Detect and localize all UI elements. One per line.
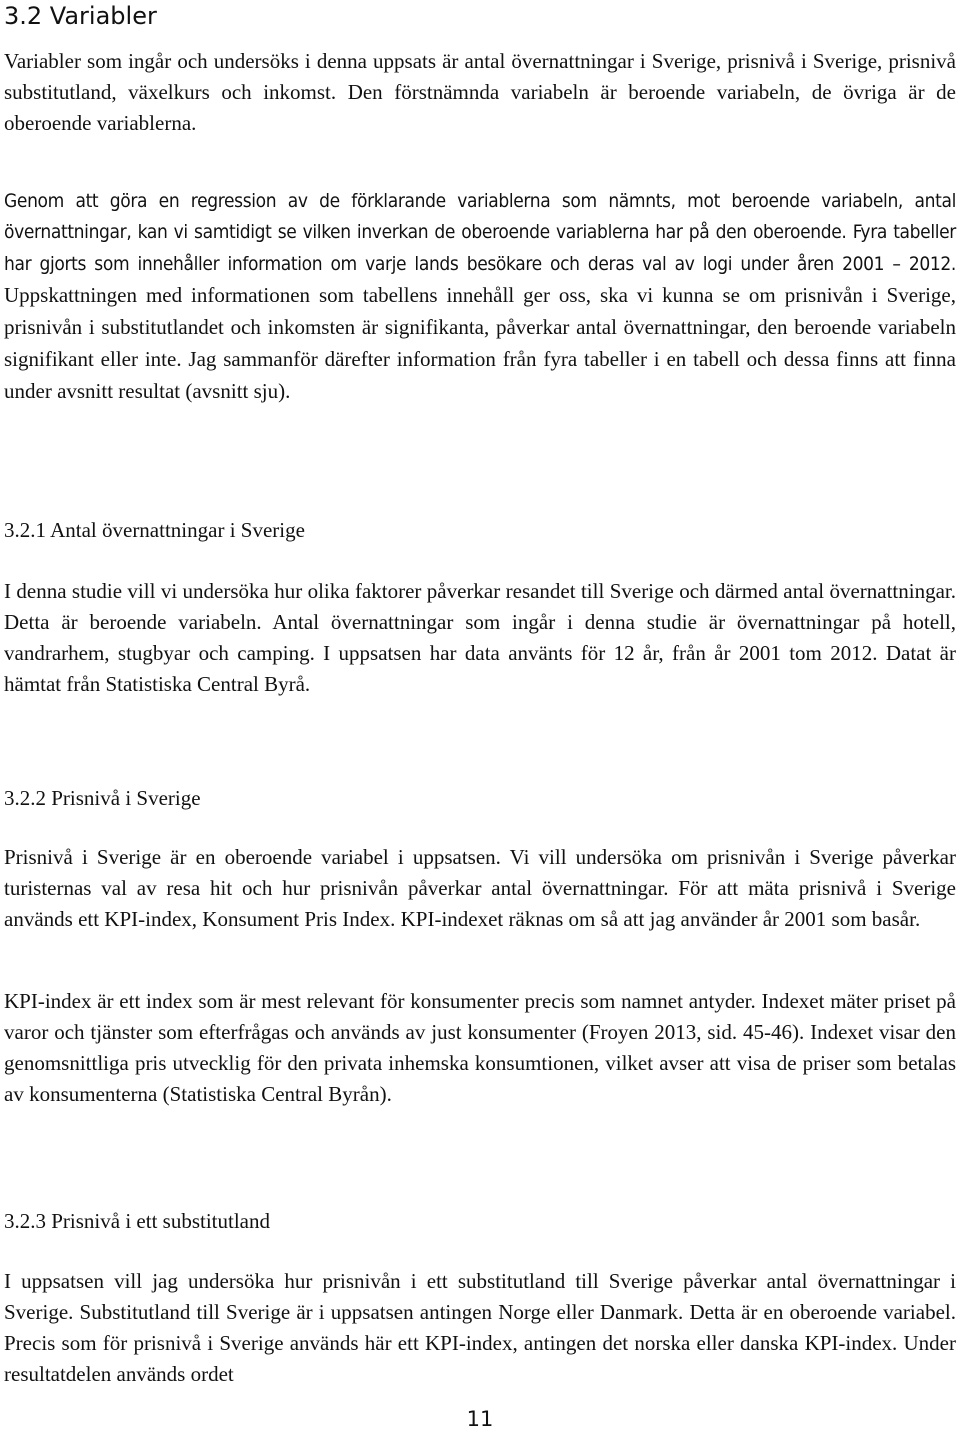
subheading-overnight-stays: 3.2.1 Antal övernattningar i Sverige	[4, 518, 305, 542]
paragraph-regression	[4, 186, 956, 408]
paragraph-kpi-index: KPI-index är ett index som är mest relevant för konsumenter precis som namnet antyder. Indexet mäter priset på varor och tjänster som efterfrågas och används av just konsumenter (Froyen 2013, sid. 45-46). Indexet visar den genomsnittliga pris utvecklig för den privata inhemska konsumtionen, vilket avser att visa de priser som betalas av konsumenterna (Statistiska Central Byrån).	[4, 989, 956, 1106]
page-number: 11	[466, 1407, 494, 1431]
paragraph-regression-part2: Uppskattningen med informationen som tabellens innehåll ger oss, ska vi kunna se om prisnivån i Sverige, prisnivån i substitutlandet och inkomsten är signifikanta, påverkar antal övernattningar, den beroende variabeln signifikant eller inte. Jag sammanför därefter information från fyra tabeller i en tabell och dessa finns att finna under avsnitt resultat (avsnitt sju).	[4, 283, 956, 403]
subheading-price-level-sweden: 3.2.2 Prisnivå i Sverige	[4, 786, 201, 810]
section-heading: 3.2 Variabler	[4, 2, 157, 30]
paragraph-price-level-substitute: I uppsatsen vill jag undersöka hur prisnivån i ett substitutland till Sverige påverkar antal övernattningar i Sverige. Substitutland till Sverige är i uppsatsen antingen Norge eller Danmark. Detta är en oberoende variabel. Precis som för prisnivå i Sverige används här ett KPI-index, antingen det norska eller danska KPI-index. Under resultatdelen används ordet	[4, 1269, 956, 1386]
paragraph-price-level-sweden: Prisnivå i Sverige är en oberoende variabel i uppsatsen. Vi vill undersöka om prisnivån i Sverige påverkar turisternas val av resa hit och hur prisnivån påverkar antal övernattningar. För att mäta prisnivå i Sverige används ett KPI-index, Konsument Pris Index. KPI-indexet räknas om så att jag använder år 2001 som basår.	[4, 845, 956, 931]
paragraph-overnight-stays: I denna studie vill vi undersöka hur olika faktorer påverkar resandet till Sverige och därmed antal övernattningar. Detta är beroende variabeln. Antal övernattningar som ingår i denna studie är övernattningar på hotell, vandrarhem, stugbyar och camping. I uppsatsen har data använts för 12 år, från år 2001 tom 2012. Datat är hämtat från Statistiska Central Byrå.	[4, 579, 956, 696]
subheading-price-level-substitute: 3.2.3 Prisnivå i ett substitutland	[4, 1209, 270, 1233]
paragraph-regression-part1: Genom att göra en regression av de förklarande variablerna som nämnts, mot beroende variabeln, antal övernattningar, kan vi samtidigt se vilken inverkan de oberoende variablerna har på den oberoende. Fyra tabeller har gjorts som innehåller information om varje lands besökare och deras val av logi under åren 2001 – 2012.	[4, 190, 956, 275]
paragraph-intro: Variabler som ingår och undersöks i denna uppsats är antal övernattningar i Sverige, prisnivå i Sverige, prisnivå substitutland, växelkurs och inkomst. Den förstnämnda variabeln är beroende variabeln, de övriga är de oberoende variablerna.	[4, 49, 956, 135]
